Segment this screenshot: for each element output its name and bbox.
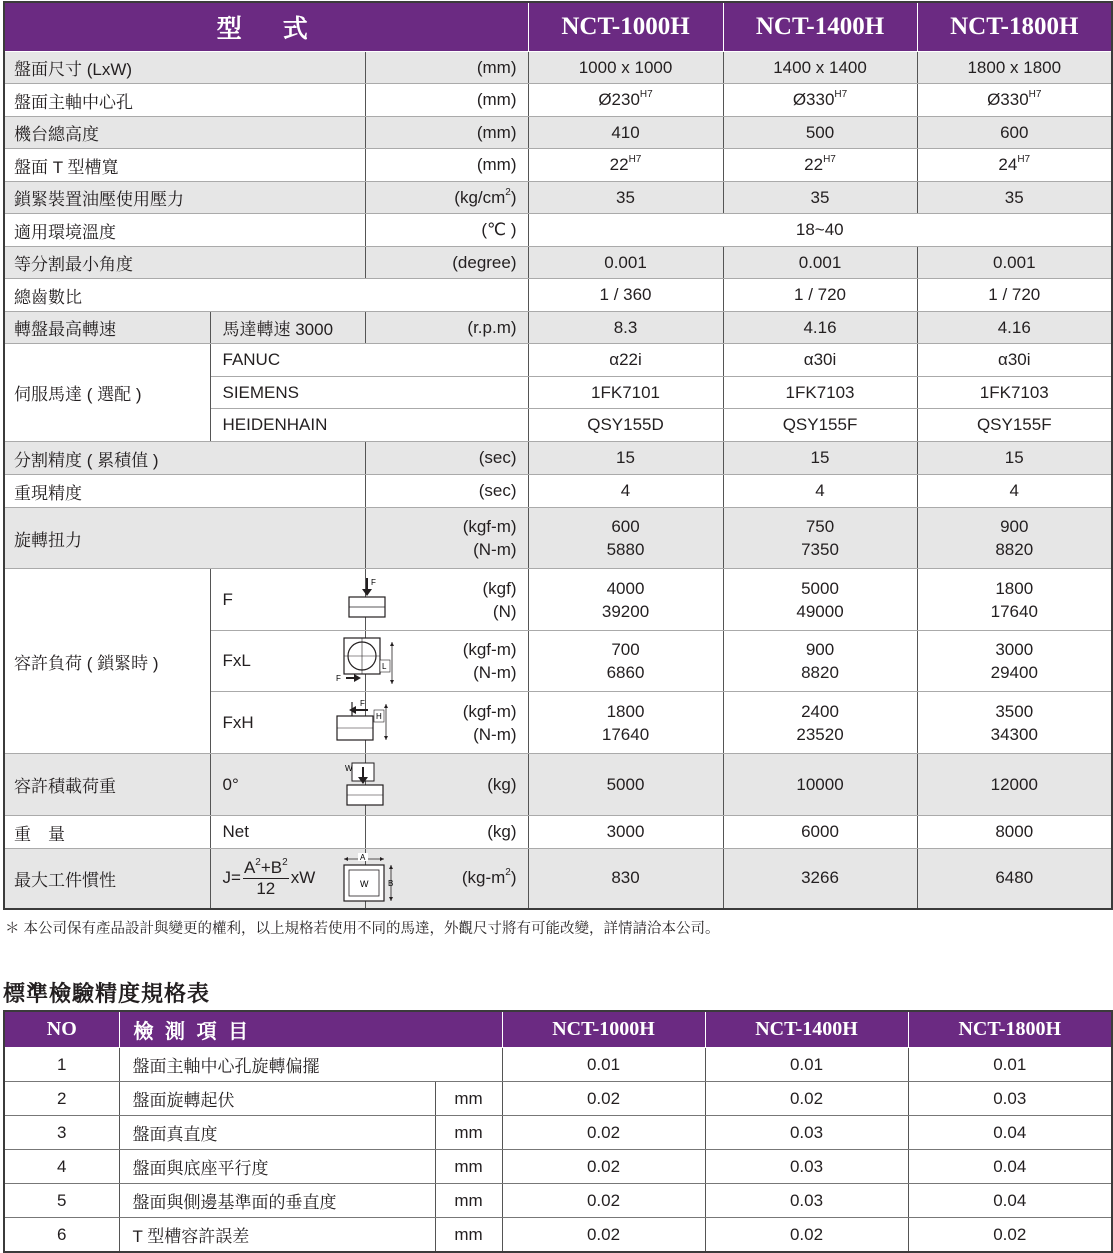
inertia-diagram — [336, 853, 398, 905]
value-cell: 0.04 — [908, 1184, 1112, 1218]
value-cell: 0.001 — [528, 247, 723, 279]
row-repeat-accuracy — [4, 475, 1112, 508]
value-cell: 1FK7103 — [917, 377, 1112, 409]
row-unit: mm — [435, 1218, 502, 1253]
row-label: 轉盤最高轉速 — [4, 312, 210, 344]
row-sub-label: SIEMENS — [210, 377, 528, 409]
value-cell: $22^{H7}$ — [723, 149, 917, 182]
value-cell: 700 6860 — [528, 631, 723, 692]
value-cell: 0.02 — [502, 1116, 705, 1150]
row-unit: (r.p.m) — [365, 312, 528, 344]
row-label: 總齒數比 — [4, 279, 528, 312]
value-cell: 0.01 — [908, 1048, 1112, 1082]
value-cell: 0.01 — [705, 1048, 908, 1082]
row-payload — [4, 754, 1112, 816]
row-torque — [4, 508, 1112, 569]
value-cell: 15 — [528, 442, 723, 475]
row-label: 伺服馬達 ( 選配 ) — [4, 344, 210, 442]
value-cell: 0.02 — [502, 1150, 705, 1184]
value-cell: α30i — [917, 344, 1112, 377]
row-unit: F (kgf) (N) — [365, 569, 528, 631]
row-label: 盤面主軸中心孔 — [4, 84, 365, 117]
value-cell: 0.001 — [917, 247, 1112, 279]
inspection-table — [3, 1010, 1113, 1253]
value-cell: 4.16 — [723, 312, 917, 344]
value-cell: 0.03 — [705, 1184, 908, 1218]
value-cell: 3266 — [723, 849, 917, 909]
value-cell: 0.03 — [908, 1082, 1112, 1116]
model-3-header: NCT-1800H — [917, 2, 1112, 52]
spec-table — [3, 1, 1113, 910]
model-1-header: NCT-1000H — [502, 1011, 705, 1048]
value-cell: 600 — [917, 117, 1112, 149]
value-cell: 18~40 — [528, 214, 1112, 247]
value-cell: 1 / 720 — [723, 279, 917, 312]
value-cell: 0.04 — [908, 1116, 1112, 1150]
row-label: 重 量 — [4, 816, 210, 849]
value-cell: 0.03 — [705, 1116, 908, 1150]
row-unit: $(kg/cm^2)$ — [365, 182, 528, 214]
row-unit: (mm) — [365, 149, 528, 182]
inertia-formula: J= $\frac{A^2+B^2}{12}$ xW — [210, 849, 365, 909]
model-1-header: NCT-1000H — [528, 2, 723, 52]
inspection-header-row — [4, 1011, 1112, 1048]
item-header: 檢 測 項 目 — [119, 1011, 502, 1048]
value-cell: 35 — [528, 182, 723, 214]
model-header-label: 型 式 — [4, 2, 528, 52]
value-cell: 750 7350 — [723, 508, 917, 569]
value-cell: 8.3 — [528, 312, 723, 344]
value-cell: QSY155F — [917, 409, 1112, 442]
value-cell: 1 / 720 — [917, 279, 1112, 312]
row-unit: F L (kgf-m) (N-m) — [365, 631, 528, 692]
row-load-f — [4, 569, 1112, 631]
row-unit: mm — [435, 1150, 502, 1184]
row-table-size — [4, 52, 1112, 84]
row-label: 重現精度 — [4, 475, 365, 508]
row-no: 6 — [4, 1218, 119, 1253]
value-cell: 35 — [917, 182, 1112, 214]
row-center-hole — [4, 84, 1112, 117]
value-cell: 500 — [723, 117, 917, 149]
row-unit: (kgf-m) (N-m) — [365, 508, 528, 569]
value-cell: QSY155F — [723, 409, 917, 442]
row-item: 盤面主軸中心孔旋轉偏擺 — [119, 1048, 502, 1082]
value-cell: 0.02 — [705, 1218, 908, 1253]
value-cell: 600 5880 — [528, 508, 723, 569]
row-label: 適用環境溫度 — [4, 214, 365, 247]
row-sub-label: FxL — [210, 631, 365, 692]
row-sub-label: 0° — [210, 754, 365, 816]
value-cell: 1 / 360 — [528, 279, 723, 312]
model-2-header: NCT-1400H — [723, 2, 917, 52]
svg-text:B: B — [387, 879, 393, 888]
value-cell: 0.03 — [705, 1150, 908, 1184]
value-cell: 3000 29400 — [917, 631, 1112, 692]
row-no: 1 — [4, 1048, 119, 1082]
row-unit: F H (kgf-m) (N-m) — [365, 692, 528, 754]
value-cell: 8000 — [917, 816, 1112, 849]
row-item: 盤面旋轉起伏 — [119, 1082, 435, 1116]
value-cell: 6000 — [723, 816, 917, 849]
value-cell: 4.16 — [917, 312, 1112, 344]
row-item: 盤面與底座平行度 — [119, 1150, 435, 1184]
value-cell: $Ø330^{H7}$ — [917, 84, 1112, 117]
row-unit: mm — [435, 1082, 502, 1116]
row-unit: A W B $(kg-m^2)$ — [365, 849, 528, 909]
value-cell: 1000 x 1000 — [528, 52, 723, 84]
no-header: NO — [4, 1011, 119, 1048]
value-cell: 4 — [528, 475, 723, 508]
value-cell: $22^{H7}$ — [528, 149, 723, 182]
tilting-load-diagram — [334, 636, 398, 688]
table-row — [4, 1116, 1112, 1150]
svg-text:F: F — [359, 700, 365, 708]
value-cell: 4000 39200 — [528, 569, 723, 631]
row-sub-label: FANUC — [210, 344, 528, 377]
table-row — [4, 1048, 1112, 1082]
value-cell: 4 — [723, 475, 917, 508]
value-cell: 4 — [917, 475, 1112, 508]
row-label: 盤面 T 型槽寬 — [4, 149, 365, 182]
value-cell: 0.02 — [705, 1082, 908, 1116]
row-label: 分割精度 ( 累積值 ) — [4, 442, 365, 475]
row-no: 2 — [4, 1082, 119, 1116]
value-cell: 0.02 — [502, 1184, 705, 1218]
value-cell: 15 — [917, 442, 1112, 475]
axial-load-diagram — [346, 577, 396, 623]
value-cell: 10000 — [723, 754, 917, 816]
row-unit: (mm) — [365, 117, 528, 149]
value-cell: 2400 23520 — [723, 692, 917, 754]
value-cell: $Ø330^{H7}$ — [723, 84, 917, 117]
svg-text:W: W — [344, 764, 353, 773]
row-height — [4, 117, 1112, 149]
row-sub-label: F — [210, 569, 365, 631]
row-label: 容許負荷 ( 鎖緊時 ) — [4, 569, 210, 754]
row-item: 盤面真直度 — [119, 1116, 435, 1150]
row-weight — [4, 816, 1112, 849]
value-cell: 410 — [528, 117, 723, 149]
value-cell: 3000 — [528, 816, 723, 849]
table-row — [4, 1082, 1112, 1116]
value-cell: QSY155D — [528, 409, 723, 442]
row-sub-label: HEIDENHAIN — [210, 409, 528, 442]
value-cell: 6480 — [917, 849, 1112, 909]
table-row — [4, 1150, 1112, 1184]
row-label: 等分割最小角度 — [4, 247, 365, 279]
value-cell: 0.02 — [502, 1218, 705, 1253]
value-cell: 1800 17640 — [917, 569, 1112, 631]
row-unit: (℃ ) — [365, 214, 528, 247]
row-unit: (kg) — [365, 816, 528, 849]
value-cell: 900 8820 — [917, 508, 1112, 569]
row-index-accuracy — [4, 442, 1112, 475]
value-cell: 1FK7103 — [723, 377, 917, 409]
value-cell: 35 — [723, 182, 917, 214]
value-cell: 1800 x 1800 — [917, 52, 1112, 84]
row-temperature — [4, 214, 1112, 247]
row-inertia — [4, 849, 1112, 909]
row-clamp-pressure — [4, 182, 1112, 214]
value-cell: α22i — [528, 344, 723, 377]
value-cell: 0.01 — [502, 1048, 705, 1082]
value-cell: $24^{H7}$ — [917, 149, 1112, 182]
value-cell: 0.02 — [502, 1082, 705, 1116]
row-t-slot — [4, 149, 1112, 182]
row-no: 3 — [4, 1116, 119, 1150]
value-cell: 15 — [723, 442, 917, 475]
row-label: 容許積載荷重 — [4, 754, 210, 816]
value-cell: 1800 17640 — [528, 692, 723, 754]
value-cell: α30i — [723, 344, 917, 377]
value-cell: 900 8820 — [723, 631, 917, 692]
value-cell: 3500 34300 — [917, 692, 1112, 754]
value-cell: 5000 — [528, 754, 723, 816]
moment-load-diagram — [334, 700, 398, 746]
row-label: 鎖緊裝置油壓使用壓力 — [4, 182, 365, 214]
value-cell: 0.001 — [723, 247, 917, 279]
row-sub-label: Net — [210, 816, 365, 849]
value-cell: 0.04 — [908, 1150, 1112, 1184]
row-label: 旋轉扭力 — [4, 508, 365, 569]
svg-text:A: A — [359, 853, 365, 862]
value-cell: 1400 x 1400 — [723, 52, 917, 84]
value-cell: 1FK7101 — [528, 377, 723, 409]
row-no: 5 — [4, 1184, 119, 1218]
svg-text:L: L — [381, 662, 386, 671]
row-unit: (mm) — [365, 52, 528, 84]
model-3-header: NCT-1800H — [908, 1011, 1112, 1048]
row-unit: (sec) — [365, 475, 528, 508]
row-unit: (mm) — [365, 84, 528, 117]
row-sub-label: 馬達轉速 3000 — [210, 312, 365, 344]
row-label: 最大工件慣性 — [4, 849, 210, 909]
row-gear-ratio — [4, 279, 1112, 312]
row-max-speed — [4, 312, 1112, 344]
svg-text:F: F — [370, 578, 376, 587]
inspection-title: 標準檢驗精度規格表 — [3, 981, 211, 1006]
row-unit: (sec) — [365, 442, 528, 475]
row-min-angle — [4, 247, 1112, 279]
row-unit: mm — [435, 1184, 502, 1218]
row-unit: W (kg) — [365, 754, 528, 816]
svg-text:H: H — [375, 712, 382, 721]
svg-text:F: F — [335, 674, 341, 683]
row-sub-label: FxH — [210, 692, 365, 754]
value-cell: 12000 — [917, 754, 1112, 816]
row-no: 4 — [4, 1150, 119, 1184]
value-cell: 0.02 — [908, 1218, 1112, 1253]
payload-diagram — [344, 761, 394, 809]
svg-text:W: W — [359, 879, 368, 889]
row-item: T 型槽容許誤差 — [119, 1218, 435, 1253]
row-servo-fanuc — [4, 344, 1112, 377]
row-unit: mm — [435, 1116, 502, 1150]
spec-header-row — [4, 2, 1112, 52]
model-2-header: NCT-1400H — [705, 1011, 908, 1048]
value-cell: $Ø230^{H7}$ — [528, 84, 723, 117]
row-item: 盤面與側邊基準面的垂直度 — [119, 1184, 435, 1218]
row-label: 機台總高度 — [4, 117, 365, 149]
value-cell: 5000 49000 — [723, 569, 917, 631]
footnote: ＊ 本公司保有產品設計與變更的權利，以上規格若使用不同的馬達，外觀尺寸將有可能改變，詳情請洽本公司。 — [5, 921, 720, 937]
row-label: 盤面尺寸 (LxW) — [4, 52, 365, 84]
table-row — [4, 1184, 1112, 1218]
value-cell: 830 — [528, 849, 723, 909]
table-row — [4, 1218, 1112, 1253]
row-unit: (degree) — [365, 247, 528, 279]
